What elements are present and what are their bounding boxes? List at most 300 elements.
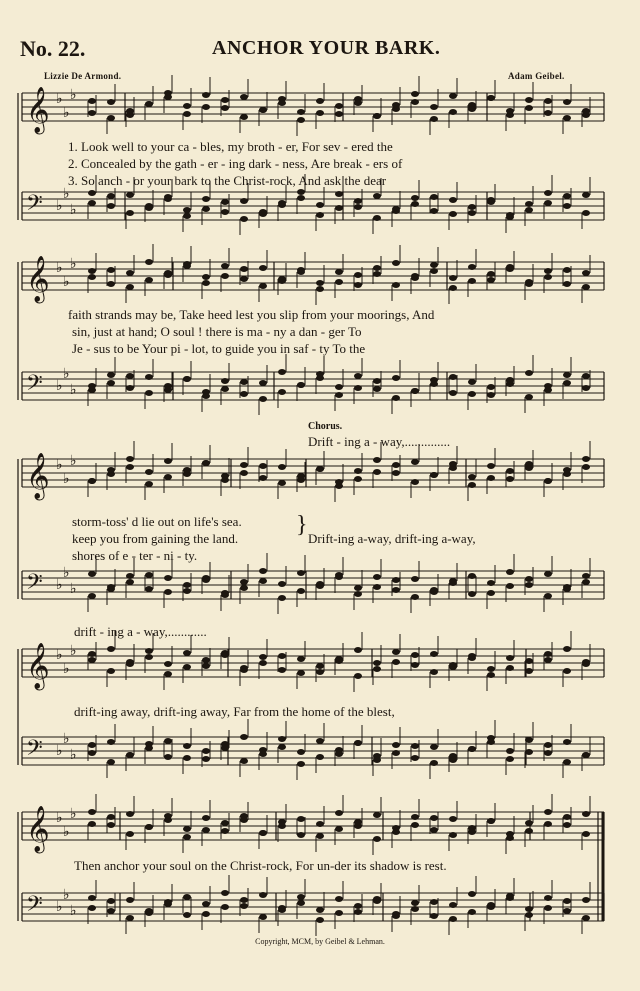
note-head	[107, 646, 115, 652]
note-head	[183, 755, 191, 761]
note-head	[126, 573, 134, 579]
note-head	[145, 648, 153, 654]
note-head	[88, 657, 96, 663]
note-head	[525, 668, 533, 674]
note-head	[107, 99, 115, 105]
note-head	[335, 392, 343, 398]
note-head	[183, 263, 191, 269]
note-head	[221, 105, 229, 111]
treble-clef-icon: 𝄞	[26, 256, 50, 302]
note-head	[392, 742, 400, 748]
note-head	[335, 910, 343, 916]
note-head	[316, 663, 324, 669]
note-head	[88, 651, 96, 657]
note-head	[506, 665, 514, 671]
note-head	[278, 736, 286, 742]
note-head	[240, 276, 248, 282]
note-head	[164, 671, 172, 677]
note-head	[411, 388, 419, 394]
note-head	[430, 194, 438, 200]
bass-clef-icon: 𝄢	[26, 736, 43, 766]
note-head	[411, 479, 419, 485]
note-head	[316, 375, 324, 381]
note-head	[411, 594, 419, 600]
note-head	[335, 896, 343, 902]
note-head	[411, 275, 419, 281]
note-head	[240, 470, 248, 476]
note-head	[582, 108, 590, 114]
note-head	[582, 456, 590, 462]
note-head	[430, 381, 438, 387]
note-head	[525, 281, 533, 287]
note-head	[449, 197, 457, 203]
treble-clef-icon: 𝄞	[26, 87, 50, 133]
note-head	[297, 473, 305, 479]
note-head	[316, 286, 324, 292]
note-head	[240, 813, 248, 819]
note-head	[544, 742, 552, 748]
bass-clef-icon: 𝄢	[26, 371, 43, 401]
note-head	[202, 393, 210, 399]
note-head	[297, 382, 305, 388]
note-head	[240, 94, 248, 100]
flat-icon: ♭	[56, 91, 63, 107]
note-head	[392, 470, 400, 476]
note-head	[202, 663, 210, 669]
note-head	[183, 376, 191, 382]
note-head	[354, 198, 362, 204]
note-head	[506, 264, 514, 270]
note-head	[259, 475, 267, 481]
note-head	[411, 459, 419, 465]
note-head	[183, 111, 191, 117]
note-head	[525, 97, 533, 103]
note-head	[487, 739, 495, 745]
note-head	[278, 744, 286, 750]
verse-2-line-2: sin, just at hand; O soul ! there is ma - ny a dan - ger To	[72, 324, 362, 339]
note-head	[354, 740, 362, 746]
note-head	[202, 206, 210, 212]
note-head	[392, 208, 400, 214]
note-head	[202, 756, 210, 762]
note-head	[354, 385, 362, 391]
note-head	[449, 93, 457, 99]
note-head	[506, 476, 514, 482]
note-head	[88, 571, 96, 577]
note-head	[582, 897, 590, 903]
note-head	[525, 828, 533, 834]
note-head	[468, 379, 476, 385]
note-head	[202, 575, 210, 581]
flat-icon: ♭	[70, 453, 77, 469]
note-head	[278, 667, 286, 673]
note-head	[487, 271, 495, 277]
note-head	[449, 580, 457, 586]
note-head	[449, 902, 457, 908]
note-head	[126, 897, 134, 903]
note-head	[297, 656, 305, 662]
flat-icon: ♭	[70, 903, 77, 919]
note-head	[240, 579, 248, 585]
note-head	[430, 815, 438, 821]
note-head	[563, 115, 571, 121]
note-head	[392, 577, 400, 583]
note-head	[183, 664, 191, 670]
note-head	[278, 823, 286, 829]
note-head	[544, 98, 552, 104]
note-head	[88, 742, 96, 748]
note-head	[335, 656, 343, 662]
note-head	[183, 912, 191, 918]
note-head	[145, 277, 153, 283]
note-head	[525, 394, 533, 400]
note-head	[506, 756, 514, 762]
note-head	[430, 104, 438, 110]
note-head	[145, 259, 153, 265]
note-head	[145, 824, 153, 830]
note-head	[506, 569, 514, 575]
note-head	[126, 456, 134, 462]
note-head	[430, 268, 438, 274]
note-head	[544, 593, 552, 599]
note-head	[126, 811, 134, 817]
note-head	[487, 463, 495, 469]
note-head	[278, 202, 286, 208]
note-head	[430, 760, 438, 766]
note-head	[468, 278, 476, 284]
note-head	[525, 576, 533, 582]
note-head	[126, 915, 134, 921]
flat-icon: ♭	[70, 806, 77, 822]
note-head	[202, 827, 210, 833]
note-head	[487, 277, 495, 283]
note-head	[392, 395, 400, 401]
note-head	[107, 267, 115, 273]
note-head	[145, 586, 153, 592]
note-head	[240, 266, 248, 272]
note-head	[468, 655, 476, 661]
note-head	[259, 654, 267, 660]
note-head	[278, 389, 286, 395]
note-head	[297, 588, 305, 594]
note-head	[392, 106, 400, 112]
note-head	[183, 650, 191, 656]
note-head	[563, 739, 571, 745]
note-head	[582, 573, 590, 579]
note-head	[563, 471, 571, 477]
note-head	[544, 478, 552, 484]
note-head	[183, 207, 191, 213]
chorus-top-text: Drift - ing a - way,..............	[308, 434, 451, 449]
note-head	[563, 759, 571, 765]
note-head	[221, 209, 229, 215]
note-head	[525, 820, 533, 826]
note-head	[392, 750, 400, 756]
note-head	[145, 374, 153, 380]
note-head	[297, 189, 305, 195]
note-head	[145, 101, 153, 107]
note-head	[544, 821, 552, 827]
note-head	[430, 744, 438, 750]
note-head	[107, 759, 115, 765]
note-head	[240, 198, 248, 204]
note-head	[107, 586, 115, 592]
note-head	[544, 200, 552, 206]
flat-icon: ♭	[63, 887, 70, 903]
note-head	[240, 216, 248, 222]
note-head	[487, 666, 495, 672]
flat-icon: ♭	[70, 747, 77, 763]
note-head	[145, 203, 153, 209]
note-head	[259, 830, 267, 836]
note-head	[354, 96, 362, 102]
note-head	[449, 285, 457, 291]
note-head	[259, 568, 267, 574]
note-head	[525, 906, 533, 912]
note-head	[240, 585, 248, 591]
verse-3-line-2: Je - sus to be Your pi - lot, to guide you in saf - ty To the	[72, 341, 366, 356]
note-head	[88, 905, 96, 911]
note-head	[335, 103, 343, 109]
note-head	[88, 387, 96, 393]
note-head	[297, 269, 305, 275]
note-head	[107, 668, 115, 674]
note-head	[126, 284, 134, 290]
note-head	[506, 748, 514, 754]
note-head	[88, 110, 96, 116]
note-head	[335, 205, 343, 211]
note-head	[544, 387, 552, 393]
note-head	[126, 270, 134, 276]
note-head	[506, 895, 514, 901]
note-head	[563, 372, 571, 378]
note-head	[392, 913, 400, 919]
note-head	[373, 660, 381, 666]
note-head	[297, 195, 305, 201]
note-head	[544, 110, 552, 116]
note-head	[259, 892, 267, 898]
note-head	[107, 372, 115, 378]
note-head	[354, 819, 362, 825]
note-head	[430, 669, 438, 675]
note-head	[449, 275, 457, 281]
note-head	[183, 834, 191, 840]
note-head	[297, 109, 305, 115]
note-head	[88, 821, 96, 827]
note-head	[354, 909, 362, 915]
note-head	[506, 377, 514, 383]
note-head	[392, 659, 400, 665]
note-head	[544, 190, 552, 196]
note-head	[316, 669, 324, 675]
note-head	[544, 651, 552, 657]
note-head	[582, 464, 590, 470]
verse-brace: }	[296, 512, 308, 538]
note-head	[525, 582, 533, 588]
note-head	[297, 670, 305, 676]
note-head	[202, 748, 210, 754]
note-head	[297, 570, 305, 576]
note-head	[430, 651, 438, 657]
note-head	[259, 660, 267, 666]
note-head	[373, 378, 381, 384]
note-head	[88, 268, 96, 274]
note-head	[316, 821, 324, 827]
note-head	[468, 204, 476, 210]
note-head	[259, 265, 267, 271]
note-head	[392, 587, 400, 593]
note-head	[449, 662, 457, 668]
note-head	[202, 92, 210, 98]
verse-1-line-2: faith strands may be, Take heed lest you slip from your moorings, And	[68, 307, 435, 322]
note-head	[164, 458, 172, 464]
note-head	[487, 672, 495, 678]
note-head	[392, 462, 400, 468]
note-head	[544, 657, 552, 663]
note-head	[164, 589, 172, 595]
note-head	[278, 653, 286, 659]
note-head	[202, 901, 210, 907]
note-head	[506, 655, 514, 661]
flat-icon: ♭	[63, 565, 70, 581]
note-head	[107, 898, 115, 904]
note-head	[506, 112, 514, 118]
note-head	[373, 215, 381, 221]
note-head	[487, 590, 495, 596]
note-head	[259, 578, 267, 584]
flat-icon: ♭	[56, 647, 63, 663]
note-head	[183, 826, 191, 832]
note-head	[582, 192, 590, 198]
note-head	[449, 916, 457, 922]
note-head	[563, 281, 571, 287]
note-head	[297, 900, 305, 906]
note-head	[126, 385, 134, 391]
note-head	[183, 213, 191, 219]
note-head	[392, 375, 400, 381]
note-head	[221, 378, 229, 384]
note-head	[183, 894, 191, 900]
note-head	[316, 754, 324, 760]
verse-2-line-1: 2. Concealed by the gath - er - ing dark - ness, Are break - ers of	[68, 156, 403, 171]
note-head	[164, 94, 172, 100]
note-head	[525, 737, 533, 743]
copyright-notice: Copyright, MCM, by Geibel & Lehman.	[255, 937, 385, 946]
note-head	[126, 192, 134, 198]
note-head	[183, 467, 191, 473]
note-head	[126, 210, 134, 216]
note-head	[449, 390, 457, 396]
note-head	[297, 832, 305, 838]
note-head	[354, 373, 362, 379]
note-head	[221, 741, 229, 747]
note-head	[373, 265, 381, 271]
note-head	[335, 810, 343, 816]
note-head	[316, 110, 324, 116]
note-head	[126, 752, 134, 758]
note-head	[316, 202, 324, 208]
note-head	[278, 480, 286, 486]
staff	[22, 893, 604, 921]
note-head	[316, 280, 324, 286]
flat-icon: ♭	[56, 899, 63, 915]
note-head	[107, 203, 115, 209]
note-head	[544, 750, 552, 756]
note-head	[107, 471, 115, 477]
note-head	[240, 734, 248, 740]
note-head	[88, 478, 96, 484]
note-head	[259, 209, 267, 215]
note-head	[259, 380, 267, 386]
note-head	[88, 809, 96, 815]
note-head	[449, 211, 457, 217]
note-head	[107, 739, 115, 745]
note-head	[582, 284, 590, 290]
note-head	[544, 274, 552, 280]
note-head	[202, 104, 210, 110]
note-head	[354, 903, 362, 909]
note-head	[164, 738, 172, 744]
note-head	[297, 749, 305, 755]
chorus-response: Drift-ing a-way, drift-ing a-way,	[308, 531, 476, 546]
note-head	[373, 271, 381, 277]
chorus-top-text-2: drift - ing a - way,............	[74, 624, 207, 639]
note-head	[183, 103, 191, 109]
note-head	[411, 201, 419, 207]
note-head	[202, 657, 210, 663]
note-head	[525, 207, 533, 213]
flat-icon: ♭	[63, 661, 70, 677]
note-head	[240, 758, 248, 764]
flat-icon: ♭	[70, 202, 77, 218]
note-head	[221, 904, 229, 910]
note-head	[259, 914, 267, 920]
note-head	[183, 582, 191, 588]
note-head	[525, 201, 533, 207]
note-head	[487, 384, 495, 390]
note-head	[525, 105, 533, 111]
note-head	[221, 273, 229, 279]
note-head	[430, 472, 438, 478]
note-head	[430, 116, 438, 122]
note-head	[126, 373, 134, 379]
note-head	[430, 827, 438, 833]
note-head	[468, 264, 476, 270]
note-head	[563, 814, 571, 820]
note-head	[335, 111, 343, 117]
note-head	[88, 200, 96, 206]
note-head	[525, 658, 533, 664]
verse-1-line-3: storm-toss' d lie out on life's sea.	[72, 514, 242, 529]
note-head	[582, 270, 590, 276]
note-head	[525, 370, 533, 376]
note-head	[164, 196, 172, 202]
flat-icon: ♭	[63, 105, 70, 121]
note-head	[563, 203, 571, 209]
note-head	[335, 747, 343, 753]
note-head	[240, 897, 248, 903]
note-head	[354, 272, 362, 278]
note-head	[449, 465, 457, 471]
note-head	[563, 646, 571, 652]
note-head	[506, 583, 514, 589]
chorus-label: Chorus.	[308, 421, 343, 432]
note-head	[297, 117, 305, 123]
note-head	[335, 384, 343, 390]
note-head	[164, 383, 172, 389]
note-head	[468, 391, 476, 397]
verse-3-line-3: shores of e - ter - ni - ty.	[72, 548, 198, 563]
